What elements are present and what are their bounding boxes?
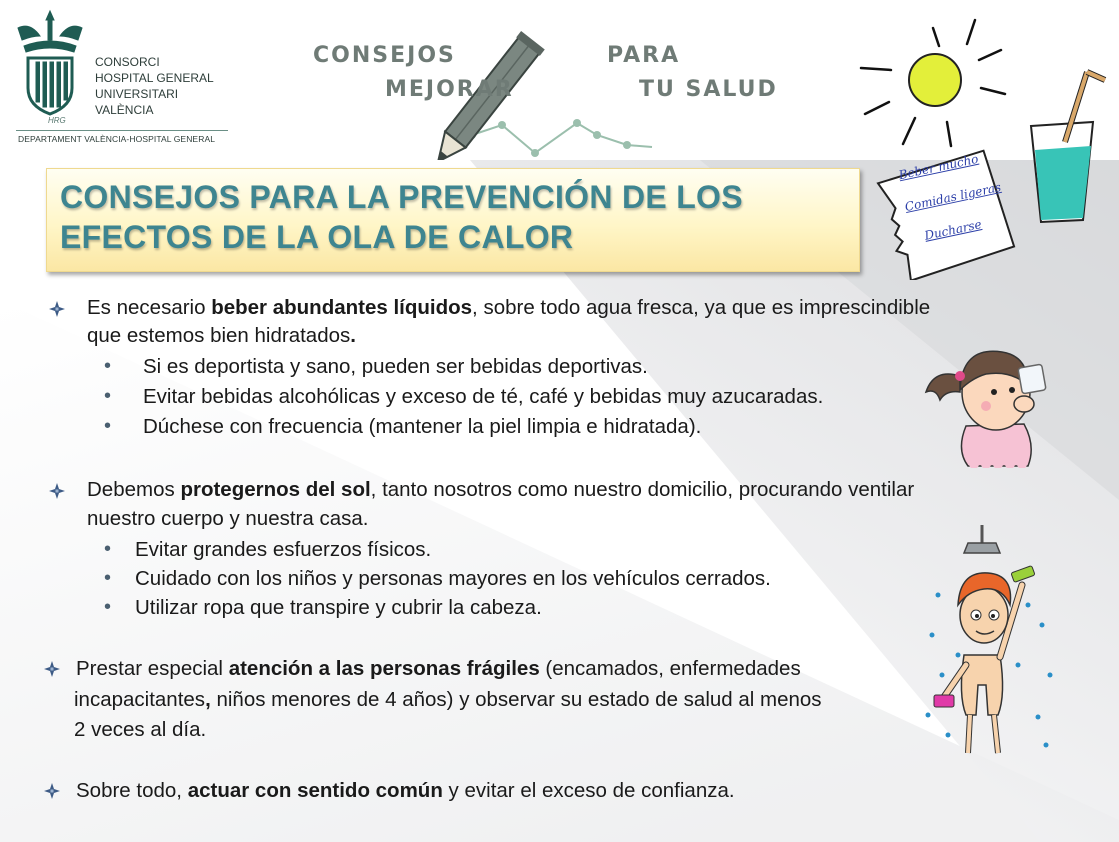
tip-2-sub-1: Evitar grandes esfuerzos físicos. xyxy=(135,538,432,561)
tip-2-sub-3: Utilizar ropa que transpire y cubrir la cabeza. xyxy=(135,596,542,619)
diamond-bullet-icon xyxy=(48,300,66,318)
tip-3-text xyxy=(76,655,906,683)
valencia-crest-icon xyxy=(10,6,90,121)
note-line-1: Beber mucho xyxy=(897,151,980,183)
tip-2-pre: Debemos xyxy=(87,478,181,501)
tip-3-line-2 xyxy=(74,686,924,714)
tip-2-bold: protegernos del sol xyxy=(180,478,371,501)
tip-3-l2-post: niños menores de 4 años) y observar su estado de salud al menos xyxy=(210,688,822,711)
tip-1-text xyxy=(87,294,1067,322)
diamond-bullet-icon xyxy=(48,482,66,500)
banner-word-tu-salud: TU SALUD xyxy=(639,77,778,102)
tip-1-post: , sobre todo agua fresca, ya que es imprescindible xyxy=(472,296,931,319)
tip-1-pre: Es necesario xyxy=(87,296,212,319)
sun-water-note-illustration xyxy=(855,10,1117,280)
tip-2-continuation: nuestro cuerpo y nuestra casa. xyxy=(87,507,369,530)
logo-monogram: HRG xyxy=(48,116,66,125)
tip-4-text xyxy=(76,777,976,805)
title-line-2: EFECTOS DE LA OLA DE CALOR xyxy=(60,219,574,255)
sub-bullet-icon: • xyxy=(104,567,112,589)
note-line-3: Ducharse xyxy=(923,217,983,243)
logo-department: DEPARTAMENT VALÈNCIA-HOSPITAL GENERAL xyxy=(18,134,216,144)
note-line-2: Comidas ligeras xyxy=(903,179,1003,215)
diamond-bullet-icon xyxy=(43,660,61,678)
tip-3-line-3: 2 veces al día. xyxy=(74,718,207,741)
sub-bullet-icon: • xyxy=(104,596,112,618)
tip-2-text xyxy=(87,476,1067,504)
diamond-bullet-icon xyxy=(43,782,61,800)
sub-bullet-icon: • xyxy=(104,385,112,407)
tip-3-l2-pre: incapacitantes xyxy=(74,688,206,711)
tip-1-sub-2: Evitar bebidas alcohólicas y exceso de té, café y bebidas muy azucaradas. xyxy=(143,385,824,408)
banner-word-mejorar: MEJORAR xyxy=(385,77,514,102)
tip-3-bold: atención a las personas frágiles xyxy=(228,657,540,680)
tip-3-pre: Prestar especial xyxy=(76,657,229,680)
sub-bullet-icon: • xyxy=(104,415,112,437)
tip-1-cont-bold: . xyxy=(350,324,356,347)
logo-line-4: VALÈNCIA xyxy=(95,103,154,117)
tip-1-cont: que estemos bien hidratados xyxy=(87,324,351,347)
sub-bullet-icon: • xyxy=(104,538,112,560)
tip-1-bold: beber abundantes líquidos xyxy=(211,296,473,319)
tip-4-pre: Sobre todo, xyxy=(76,779,188,802)
banner-word-consejos: CONSEJOS xyxy=(313,43,456,68)
hospital-logo xyxy=(8,6,230,156)
page-title xyxy=(60,177,743,257)
tip-4-post: y evitar el exceso de confianza. xyxy=(442,779,735,802)
health-tips-banner xyxy=(287,25,820,160)
tip-1-continuation xyxy=(87,322,787,350)
banner-word-para: PARA xyxy=(607,43,681,68)
logo-divider xyxy=(16,130,228,131)
title-line-1: CONSEJOS PARA LA PREVENCIÓN DE LOS xyxy=(60,179,743,215)
logo-line-1: CONSORCI xyxy=(95,55,160,69)
logo-line-3: UNIVERSITARI xyxy=(95,87,179,101)
title-box xyxy=(46,168,860,272)
logo-line-2: HOSPITAL GENERAL xyxy=(95,71,214,85)
tip-2-post: , tanto nosotros como nuestro domicilio, procurando ventilar xyxy=(370,478,915,501)
tip-1-sub-1: Si es deportista y sano, pueden ser bebidas deportivas. xyxy=(143,355,648,378)
tip-4-bold: actuar con sentido común xyxy=(187,779,443,802)
showering-boy-illustration xyxy=(918,525,1068,765)
tip-3-post: (encamados, enfermedades xyxy=(539,657,801,680)
tip-3-l2-bold: , xyxy=(205,688,211,711)
sub-bullet-icon: • xyxy=(104,355,112,377)
tip-2-sub-2: Cuidado con los niños y personas mayores en los vehículos cerrados. xyxy=(135,567,771,590)
tip-1-sub-3: Dúchese con frecuencia (mantener la piel limpia e hidratada). xyxy=(143,415,702,438)
girl-drinking-illustration xyxy=(916,330,1066,468)
